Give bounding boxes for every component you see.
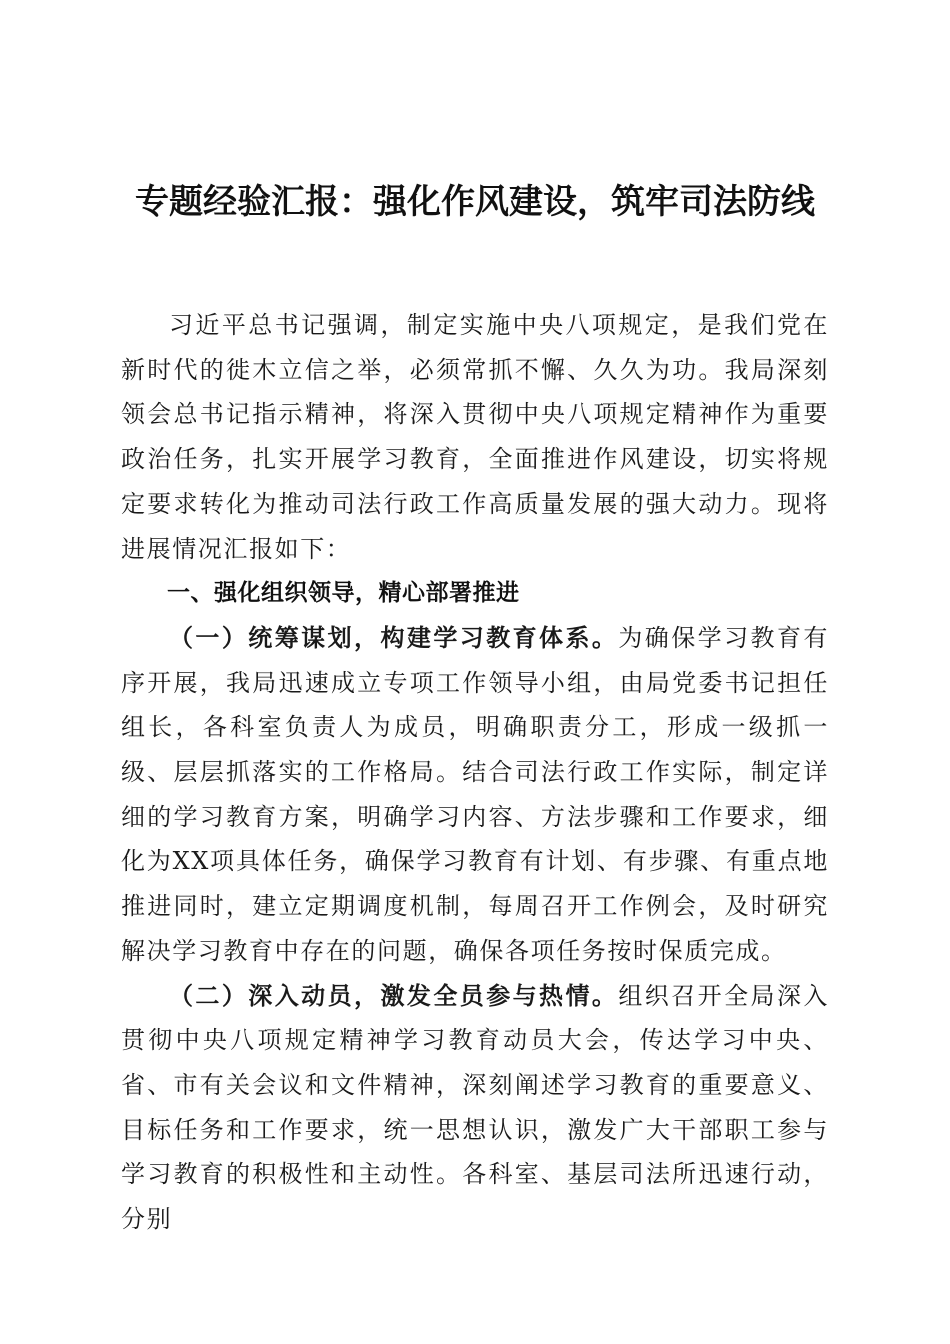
- item-1-lead: （一）统筹谋划，构建学习教育体系。: [169, 622, 619, 652]
- document-title: 专题经验汇报：强化作风建设，筑牢司法防线: [135, 182, 815, 222]
- item-2-body: 组织召开全局深入贯彻中央八项规定精神学习教育动员大会，传达学习中央、省、市有关会议和文件精神，深刻阐述学习教育的重要意义、目标任务和工作要求，统一思想认识，激发广大干部职工参与学习教育的积极性和主动性。各科室、基层司法所迅速行动，分别: [121, 981, 829, 1234]
- intro-paragraph: 习近平总书记强调，制定实施中央八项规定，是我们党在新时代的徙木立信之举，必须常抓不懈、久久为功。我局深刻领会总书记指示精神，将深入贯彻中央八项规定精神作为重要政治任务，扎实开展学习教育，全面推进作风建设，切实将规定要求转化为推动司法行政工作高质量发展的强大动力。现将进展情况汇报如下：: [121, 311, 829, 563]
- document-body: [121, 303, 829, 1242]
- item-1-body: 为确保学习教育有序开展，我局迅速成立专项工作领导小组，由局党委书记担任组长，各科室负责人为成员，明确职责分工，形成一级抓一级、层层抓落实的工作格局。结合司法行政工作实际，制定详细的学习教育方案，明确学习内容、方法步骤和工作要求，细化为XX项具体任务，确保学习教育有计划、有步骤、有重点地推进同时，建立定期调度机制，每周召开工作例会，及时研究解决学习教育中存在的问题，确保各项任务按时保质完成。: [121, 623, 829, 965]
- paragraph-item-1: [121, 616, 829, 974]
- item-2-lead: （二）深入动员，激发全员参与热情。: [169, 980, 619, 1010]
- section-heading-1: 一、强化组织领导，精心部署推进: [167, 580, 520, 607]
- paragraph-item-2: [121, 974, 829, 1242]
